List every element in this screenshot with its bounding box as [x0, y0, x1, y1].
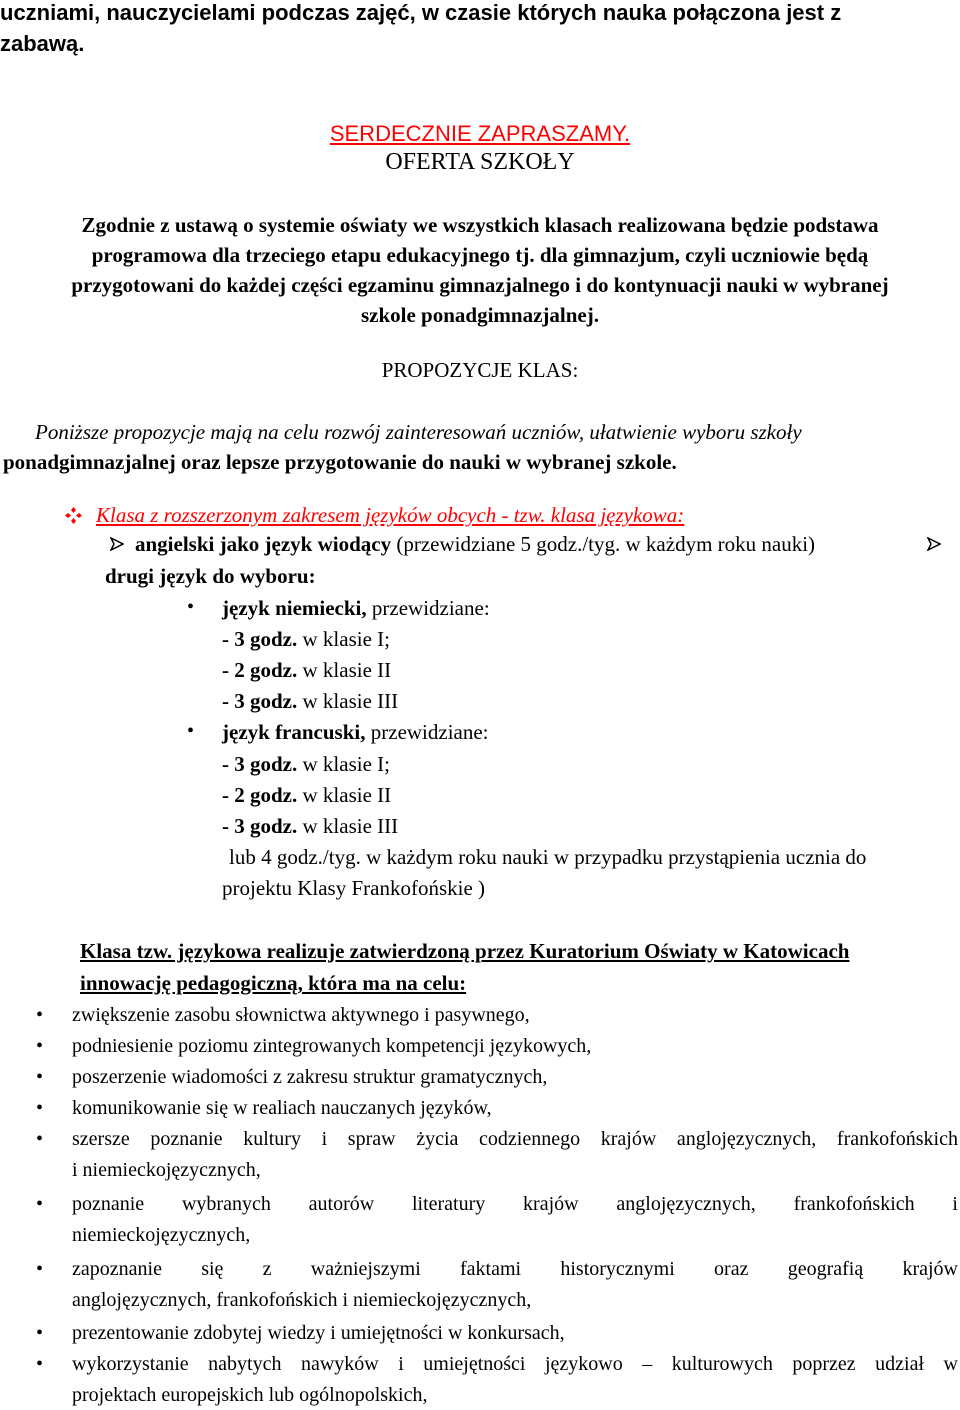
french-name: język francuski, — [222, 720, 366, 744]
offer-title: OFERTA SZKOŁY — [385, 149, 575, 175]
hours-class: w klasie III — [297, 814, 399, 838]
german-option — [222, 596, 490, 621]
french-alt-line-1: lub 4 godz./tyg. w każdym roku nauki w przypadku przystąpienia ucznia do — [229, 845, 867, 869]
hours-class: w klasie II — [297, 783, 392, 807]
goal-item-line: prezentowanie zdobytej wiedzy i umiejętności w konkursach, — [72, 1322, 565, 1344]
arrowhead-icon — [110, 537, 124, 551]
intro-line-2: zabawą. — [0, 31, 85, 56]
offer-line-4: szkole ponadgimnazjalnej. — [360, 303, 599, 327]
proposals-line-1: Poniższe propozycje mają na celu rozwój zainteresowań uczniów, ułatwienie wyboru szkoły — [35, 420, 802, 444]
proposals-title: PROPOZYCJE KLAS: — [381, 358, 579, 382]
innovation-line-2: innowację pedagogiczną, która ma na celu: — [80, 971, 467, 995]
hours-num: - 3 godz. — [222, 627, 298, 651]
dot-icon: • — [36, 1035, 44, 1057]
goal-item-line: podniesienie poziomu zintegrowanych kompetencji językowych, — [72, 1035, 592, 1057]
german-hours-3 — [222, 689, 398, 714]
hours-class: w klasie III — [297, 689, 399, 713]
hours-class: w klasie I; — [297, 627, 390, 651]
four-diamond-icon — [65, 507, 82, 524]
dot-icon: • — [36, 1193, 44, 1215]
goal-item-line: szersze poznanie kultury i spraw życia codziennego krajów anglojęzycznych, frankofońskich — [72, 1128, 958, 1150]
intro-line-1: uczniami, nauczycielami podczas zajęć, w czasie których nauka połączona jest z — [0, 0, 842, 25]
french-hours-1 — [222, 752, 390, 777]
dot-icon: • — [36, 1004, 44, 1026]
english-lead: angielski jako język wiodący — [135, 532, 392, 556]
language-class-heading: Klasa z rozszerzonym zakresem języków obcych - tzw. klasa językowa: — [96, 503, 685, 527]
hours-num: - 2 godz. — [222, 783, 298, 807]
dot-icon: • — [36, 1322, 44, 1344]
hours-class: w klasie II — [297, 658, 392, 682]
goal-item-line: poznanie wybranych autorów literatury krajów anglojęzycznych, frankofońskich i — [72, 1193, 958, 1215]
offer-line-3: przygotowani do każdej części egzaminu gimnazjalnego i do kontynuacji nauki w wybranej — [71, 273, 889, 297]
goal-item-line: komunikowanie się w realiach nauczanych języków, — [72, 1097, 492, 1119]
invitation-text: SERDECZNIE ZAPRASZAMY. — [329, 121, 631, 146]
hours-num: - 3 godz. — [222, 752, 298, 776]
goal-item-line: poszerzenie wiadomości z zakresu struktur gramatycznych, — [72, 1066, 548, 1088]
dot-icon: • — [36, 1258, 44, 1280]
goal-item-line: zapoznanie się z ważniejszymi faktami historycznymi oraz geografią krajów — [72, 1258, 958, 1280]
goal-item-line: wykorzystanie nabytych nawyków i umiejętności językowo – kulturowych poprzez udział w — [72, 1353, 958, 1375]
dot-icon: • — [36, 1128, 44, 1150]
second-language-label: drugi język do wyboru: — [105, 564, 316, 588]
hours-num: - 3 godz. — [222, 814, 298, 838]
dot-icon: • — [36, 1066, 44, 1088]
dot-icon: • — [187, 596, 195, 618]
goal-item-line: zwiększenie zasobu słownictwa aktywnego i pasywnego, — [72, 1004, 530, 1026]
offer-line-1: Zgodnie z ustawą o systemie oświaty we wszystkich klasach realizowana będzie podstawa — [81, 213, 879, 237]
goal-item-line: i niemieckojęzycznych, — [72, 1159, 261, 1181]
english-line — [135, 532, 815, 557]
dot-icon: • — [36, 1353, 44, 1375]
german-hours-1 — [222, 627, 390, 652]
english-hours: (przewidziane 5 godz./tyg. w każdym roku nauki) — [391, 532, 816, 556]
german-hours-2 — [222, 658, 391, 683]
german-rest: przewidziane: — [366, 596, 490, 620]
french-rest: przewidziane: — [365, 720, 489, 744]
dot-icon: • — [36, 1097, 44, 1119]
goal-item-line: projektach europejskich lub ogólnopolskich, — [72, 1384, 428, 1406]
hours-num: - 2 godz. — [222, 658, 298, 682]
goal-item-line: niemieckojęzycznych, — [72, 1224, 251, 1246]
innovation-line-1: Klasa tzw. językowa realizuje zatwierdzoną przez Kuratorium Oświaty w Katowicach — [80, 939, 850, 963]
arrowhead-icon — [927, 537, 941, 551]
offer-line-2: programowa dla trzeciego etapu edukacyjnego tj. dla gimnazjum, czyli uczniowie będą — [91, 243, 869, 267]
hours-num: - 3 godz. — [222, 689, 298, 713]
goal-item-line: anglojęzycznych, frankofońskich i niemieckojęzycznych, — [72, 1289, 532, 1311]
french-hours-3 — [222, 814, 398, 839]
hours-class: w klasie I; — [297, 752, 390, 776]
dot-icon: • — [187, 720, 195, 742]
french-hours-2 — [222, 783, 391, 808]
french-option — [222, 720, 489, 745]
proposals-line-2: ponadgimnazjalnej oraz lepsze przygotowanie do nauki w wybranej szkole. — [3, 450, 677, 474]
french-alt-line-2: projektu Klasy Frankofońskie ) — [222, 876, 486, 900]
german-name: język niemiecki, — [222, 596, 367, 620]
